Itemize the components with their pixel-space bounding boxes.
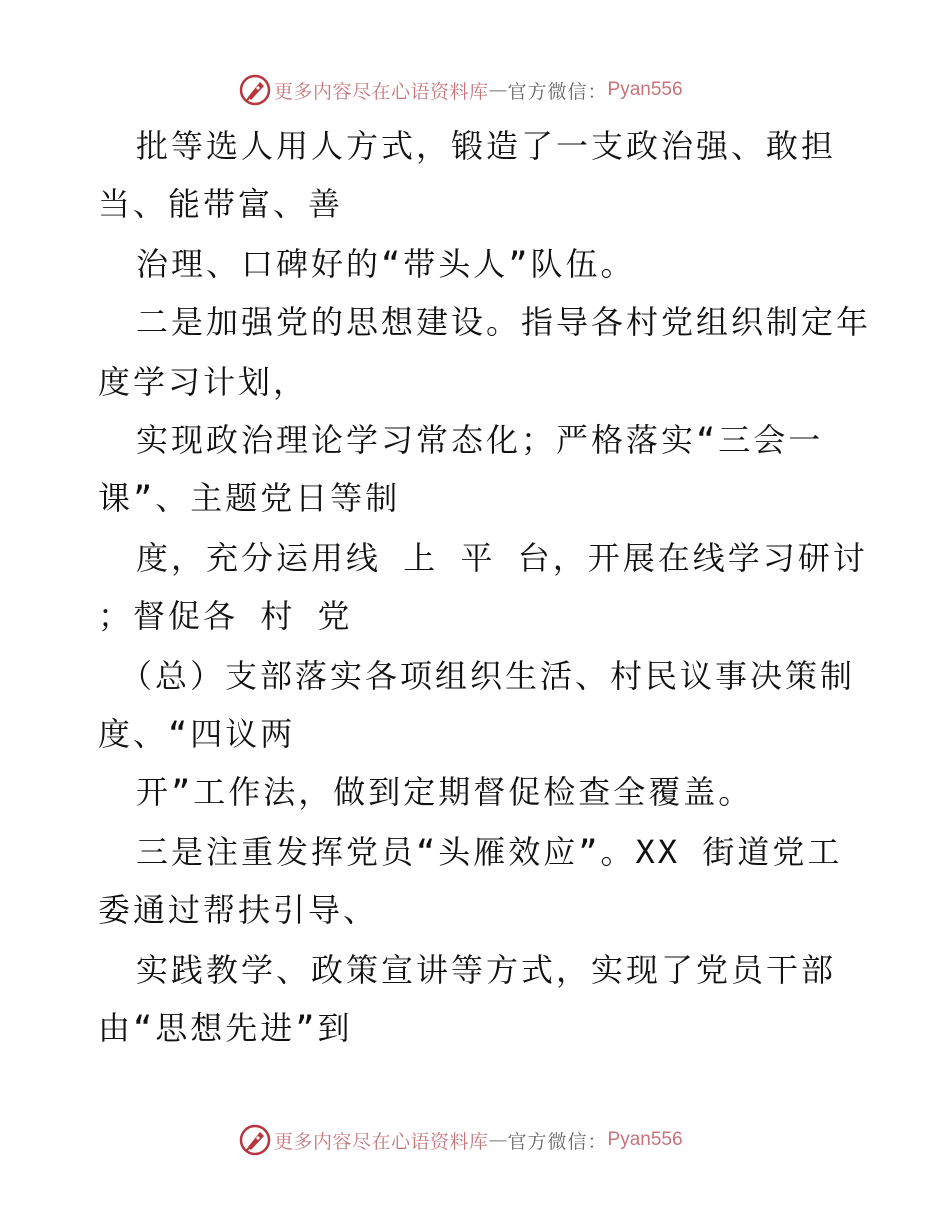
text-line: 二是加强党的思想建设。指导各村党组织制定年 [136, 303, 872, 341]
header-banner [238, 72, 683, 108]
text-line: 开”工作法，做到定期督促检查全覆盖。 [136, 773, 754, 811]
footer-wechat-label: 官方微信： [507, 1130, 608, 1153]
text-line: 度、“四议两 [98, 715, 296, 753]
text-line: 度，充分运用线 上 平 台，开展在线学习研讨 [136, 539, 868, 577]
text-line: 由“思想先进”到 [98, 1009, 353, 1047]
text-line: 委通过帮扶引导、 [98, 891, 379, 929]
footer-separator: — [488, 1129, 508, 1151]
footer-account: Pyan556 [607, 1129, 683, 1150]
footer-banner [238, 1122, 683, 1158]
text-line: 度学习计划， [98, 363, 309, 401]
pen-nib-logo-icon [238, 73, 272, 107]
footer-slogan: 更多内容尽在心语资料库 [274, 1130, 489, 1153]
header-separator: — [488, 79, 508, 101]
header-slogan: 更多内容尽在心语资料库 [274, 80, 489, 103]
header-account: Pyan556 [607, 79, 683, 100]
pen-nib-logo-icon [238, 1123, 272, 1157]
text-line: 课”、主题党日等制 [98, 479, 401, 517]
text-line: 批等选人用人方式，锻造了一支政治强、敢担 [136, 127, 837, 165]
text-line: 实现政治理论学习常态化；严格落实“三会一 [136, 421, 824, 459]
text-line: 三是注重发挥党员“头雁效应”。XX 街道党工 [136, 833, 843, 871]
text-line: 实践教学、政策宣讲等方式，实现了党员干部 [136, 951, 837, 989]
text-line: ；督促各 村 党 [98, 597, 353, 635]
text-line: （总）支部落实各项组织生活、村民议事决策制 [120, 657, 856, 695]
text-line: 当、能带富、善 [98, 185, 344, 223]
header-wechat-label: 官方微信： [507, 80, 608, 103]
text-line: 治理、口碑好的“带头人”队伍。 [136, 245, 636, 283]
